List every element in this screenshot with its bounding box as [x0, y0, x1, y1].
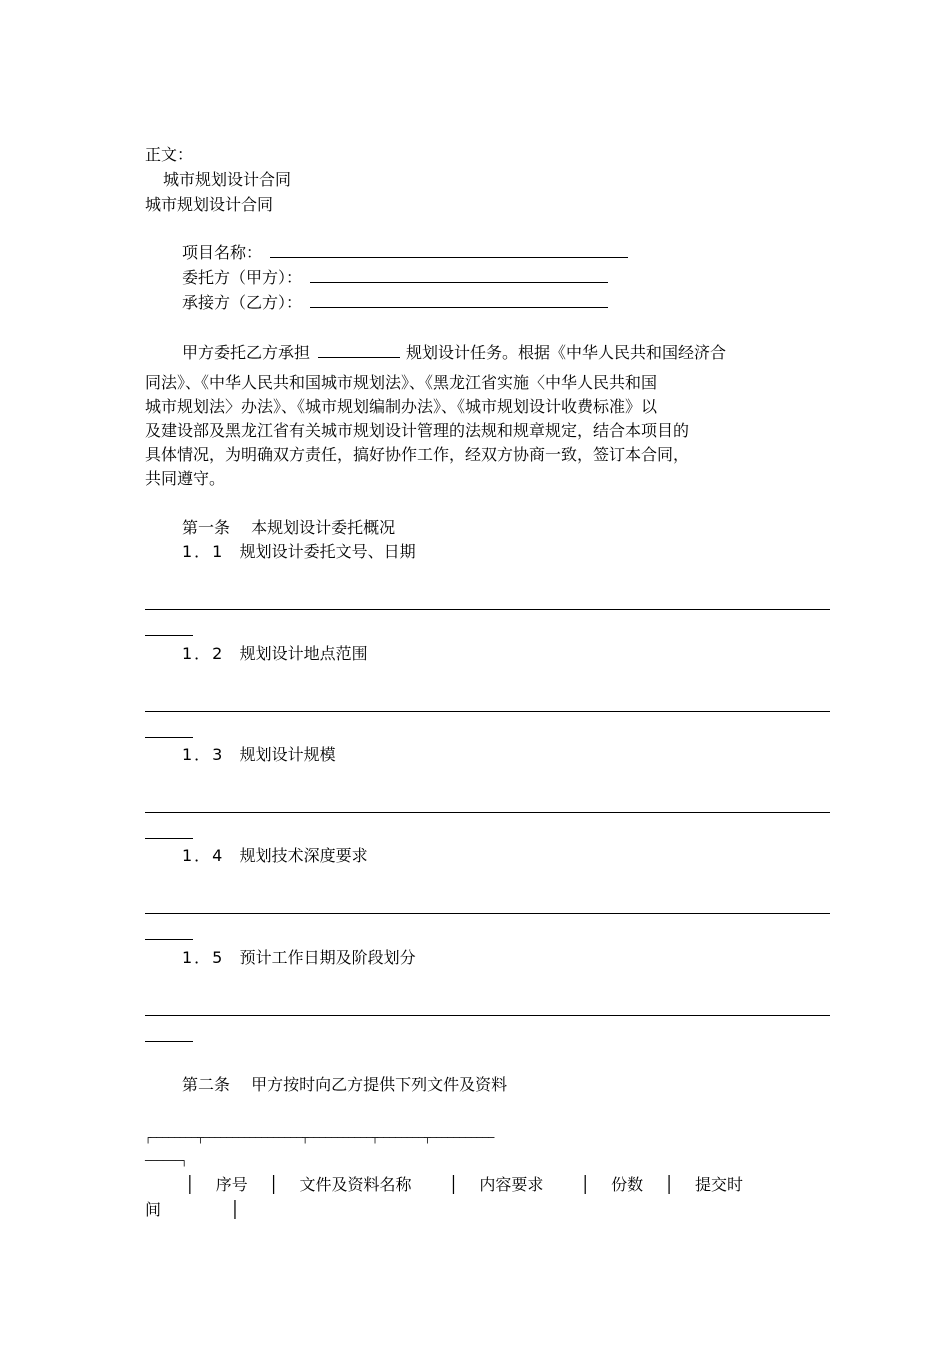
intro-line-4: 及建设部及黑龙江省有关城市规划设计管理的法规和规章规定，结合本项目的	[145, 421, 690, 440]
clause-number: 1．3	[182, 745, 225, 764]
fill-line	[145, 1015, 830, 1016]
fill-blank	[310, 293, 608, 308]
intro-line-5: 具体情况，为明确双方责任，搞好协作工作，经双方协商一致，签订本合同，	[145, 445, 690, 464]
clause-number: 1．1	[182, 542, 225, 561]
intro-line-6: 共同遵守。	[145, 469, 226, 488]
table-header-row-wrap: 间 │	[145, 1200, 240, 1219]
clause-text: 规划技术深度要求	[239, 846, 368, 865]
table-header-row: │ 序号 │ 文件及资料名称 │ 内容要求 │ 份数 │ 提交时	[185, 1175, 743, 1194]
fill-blank	[310, 268, 608, 283]
clause-text: 预计工作日期及阶段划分	[239, 948, 416, 967]
fill-line	[145, 609, 830, 610]
intro-line-3: 城市规划法〉办法》、《城市规划编制办法》、《城市规划设计收费标准》以	[145, 397, 658, 416]
intro-line-2: 同法》、《中华人民共和国城市规划法》、《黑龙江省实施〈中华人民共和国	[145, 373, 658, 392]
field-label: 承接方（乙方）：	[182, 293, 303, 312]
fill-line-tail	[145, 838, 193, 839]
document-title: 城市规划设计合同	[145, 195, 274, 214]
article-2-title: 第二条 甲方按时向乙方提供下列文件及资料	[182, 1075, 508, 1094]
fill-line-tail	[145, 1041, 193, 1042]
article-1-title: 第一条 本规划设计委托概况	[182, 518, 396, 537]
table-top-border: ┌────────┬─────────────────┬───────────┬────────┬───────────	[145, 1133, 495, 1144]
field-party-b	[182, 293, 608, 313]
clause-text: 规划设计委托文号、日期	[239, 542, 416, 561]
field-project-name	[182, 243, 628, 263]
intro-text: 规划设计任务。根据《中华人民共和国经济合	[406, 343, 727, 362]
fill-line	[145, 812, 830, 813]
clause-1-5	[182, 948, 416, 968]
fill-blank	[270, 243, 628, 258]
fill-line	[145, 711, 830, 712]
field-label: 委托方（甲方）：	[182, 268, 303, 287]
task-blank	[318, 343, 400, 358]
field-label: 项目名称：	[182, 243, 263, 262]
fill-line-tail	[145, 939, 193, 940]
clause-number: 1．2	[182, 644, 225, 663]
clause-1-2	[182, 644, 368, 664]
fill-line	[145, 913, 830, 914]
clause-text: 规划设计规模	[239, 745, 336, 764]
clause-1-3	[182, 745, 336, 765]
fill-line-tail	[145, 737, 193, 738]
intro-line-1	[182, 343, 726, 363]
clause-number: 1．4	[182, 846, 225, 865]
intro-text: 甲方委托乙方承担	[182, 343, 311, 362]
clause-1-4	[182, 846, 368, 866]
clause-1-1	[182, 542, 416, 562]
document-title-indented: 城市规划设计合同	[163, 170, 292, 189]
body-label: 正文：	[145, 145, 194, 164]
clause-text: 规划设计地点范围	[239, 644, 368, 663]
table-top-border-wrap: ──────┐	[145, 1156, 188, 1167]
fill-line-tail	[145, 635, 193, 636]
clause-number: 1．5	[182, 948, 225, 967]
field-party-a	[182, 268, 608, 288]
